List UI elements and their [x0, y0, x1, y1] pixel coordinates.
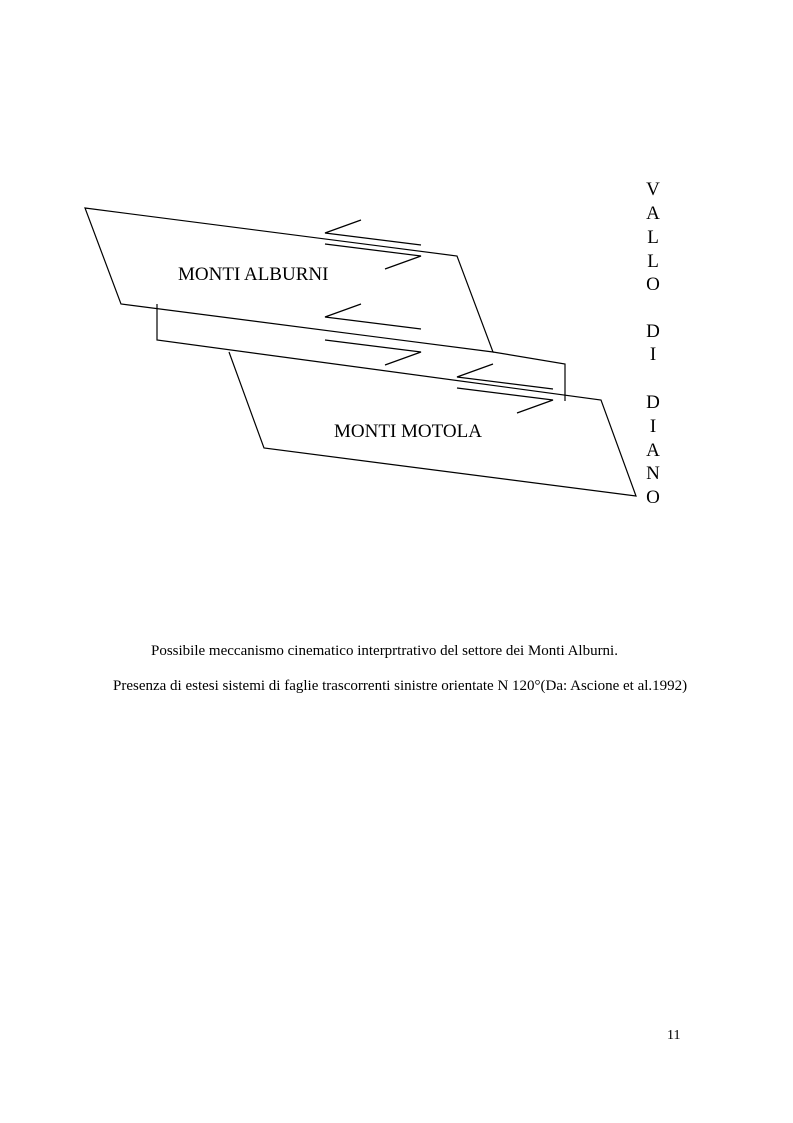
- fault-arrow-pair-1: [325, 220, 421, 269]
- vertical-letter: O: [646, 274, 660, 295]
- fault-arrow-pair-3: [457, 364, 553, 413]
- vertical-letter: D: [646, 321, 660, 342]
- vallo-di-diano-vertical-label: [646, 179, 660, 508]
- lower-block-label: MONTI MOTOLA: [334, 421, 482, 442]
- page-number: 11: [667, 1028, 681, 1043]
- vertical-letter: A: [646, 440, 660, 461]
- vertical-letter: V: [646, 179, 660, 200]
- upper-block-label: MONTI ALBURNI: [178, 264, 329, 285]
- lower-block-outline: [157, 304, 636, 496]
- vertical-letter: A: [646, 203, 660, 224]
- vertical-letter: L: [647, 251, 659, 272]
- caption-line-1: Possibile meccanismo cinematico interprtrativo del settore dei Monti Alburni.: [151, 643, 618, 659]
- caption-line-2: Presenza di estesi sistemi di faglie trascorrenti sinistre orientate N 120°(Da: Ascione et al.1992): [113, 678, 688, 694]
- vertical-letter: O: [646, 487, 660, 508]
- vertical-letter: I: [649, 416, 657, 437]
- vertical-letter: I: [649, 344, 657, 365]
- fault-arrow-pair-2: [325, 304, 421, 365]
- vertical-letter: D: [646, 392, 660, 413]
- vertical-letter: L: [647, 227, 659, 248]
- vertical-letter: N: [646, 463, 660, 484]
